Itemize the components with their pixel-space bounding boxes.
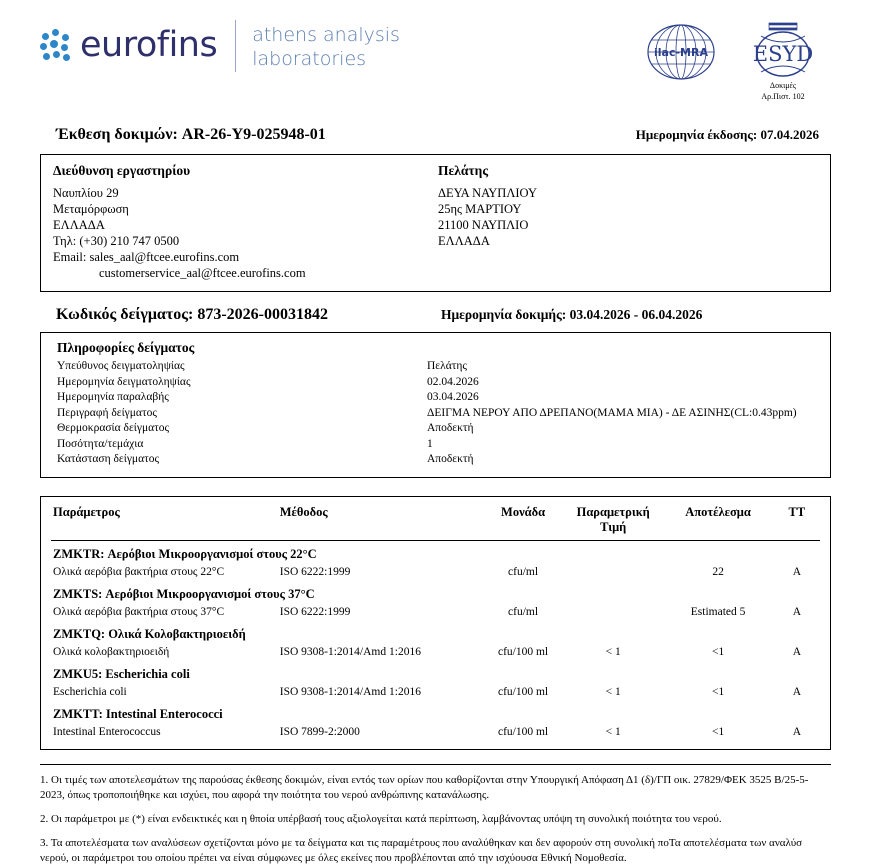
client-line-3: 21100 ΝΑΥΠΛΙΟ xyxy=(438,218,529,232)
footer-notes xyxy=(40,764,831,866)
results-table xyxy=(51,503,820,741)
cell-unit: cfu/ml xyxy=(508,565,539,578)
col-parameter: Παράμετρος xyxy=(51,503,278,541)
table-row xyxy=(51,683,820,701)
group-row xyxy=(51,540,820,563)
cell-parameter: Ολικά κολοβακτηριοειδή xyxy=(53,645,170,658)
client-line-2: 25ης ΜΑΡΤΙΟΥ xyxy=(438,202,522,216)
lab-address-block xyxy=(53,163,438,281)
table-row xyxy=(51,723,820,741)
eurofins-dots-icon xyxy=(40,29,74,63)
sample-info-row xyxy=(53,406,818,422)
sample-info-key: Ημερομηνία παραλαβής xyxy=(57,391,169,403)
accreditation-logos xyxy=(645,18,831,102)
cell-unit: cfu/100 ml xyxy=(497,685,549,698)
sample-info-value: Αποδεκτή xyxy=(427,422,474,434)
cell-result: <1 xyxy=(711,725,725,738)
sample-info-key: Κατάσταση δείγματος xyxy=(57,453,160,465)
cell-result: Estimated 5 xyxy=(690,605,746,618)
sample-info-row xyxy=(53,390,818,406)
sample-info-value: ΔΕΙΓΜΑ ΝΕΡΟΥ ΑΠΟ ΔΡΕΠΑΝΟ(ΜΑΜΑ ΜΙΑ) - ΔΕ ΑΣΙΝΗΣ(CL:0.43ppm) xyxy=(427,406,797,419)
ilac-mra-icon xyxy=(645,22,717,82)
sample-info-value: 02.04.2026 xyxy=(427,375,479,388)
group-title: ZMKTQ: Ολικά Κολοβακτηριοειδή xyxy=(53,626,246,641)
col-parametric-value xyxy=(564,503,663,541)
eurofins-logo xyxy=(40,18,400,72)
sample-info-key: Ποσότητα/τεμάχια xyxy=(57,437,144,450)
brand-subtitle-line2: laboratories xyxy=(252,48,367,70)
cell-parametric-value: < 1 xyxy=(605,685,621,698)
cell-parametric-value xyxy=(564,563,663,581)
cell-unit: cfu/ml xyxy=(508,605,539,618)
cell-parameter: Escherichia coli xyxy=(53,685,127,698)
sample-info-grid xyxy=(53,359,818,468)
sample-info-heading: Πληροφορίες δείγματος xyxy=(57,340,195,355)
esyd-caption-line1: Δοκιμές xyxy=(769,81,797,90)
sample-info-row xyxy=(53,375,818,391)
lab-client-box xyxy=(40,154,831,292)
group-row xyxy=(51,701,820,723)
cell-method: ISO 9308-1:2014/Amd 1:2016 xyxy=(279,645,421,658)
table-row xyxy=(51,563,820,581)
group-title: ZMKU5: Escherichia coli xyxy=(53,666,190,681)
cell-tt: A xyxy=(792,685,801,698)
table-row xyxy=(51,643,820,661)
cell-unit: cfu/100 ml xyxy=(497,645,549,658)
sample-info-value: 03.04.2026 xyxy=(427,391,479,403)
note-1: 1. Οι τιμές των αποτελεσμάτων της παρούσας έκθεσης δοκιμών, είναι εντός των ορίων που καθορίζονται στην Υπουργική Απόφαση Δ1 (δ)/ΓΠ οικ. 27829/ΦΕΚ 3525 Β/25-5-2023, όπως τροποποιήθηκε και ισχύει, που αφορά την ποιότητα του νερού ανθρώπινης κατανάλωσης. xyxy=(40,773,809,801)
cell-parametric-value: < 1 xyxy=(605,725,621,738)
sample-code: Κωδικός δείγματος: 873-2026-00031842 xyxy=(56,306,328,323)
client-line-1: ΔΕΥΑ ΝΑΥΠΛΙΟΥ xyxy=(438,186,537,200)
group-row xyxy=(51,661,820,683)
client-heading: Πελάτης xyxy=(438,163,489,178)
brand-subtitle xyxy=(252,19,400,71)
sample-info-key: Περιγραφή δείγματος xyxy=(57,406,157,419)
cell-result: <1 xyxy=(711,685,725,698)
cell-method: ISO 7899-2:2000 xyxy=(279,725,360,738)
report-number: Έκθεση δοκιμών: AR-26-Y9-025948-01 xyxy=(56,126,326,143)
brand-name: eurofins xyxy=(80,25,218,65)
cell-tt: A xyxy=(792,565,801,578)
table-header-row xyxy=(51,503,820,541)
note-2: 2. Οι παράμετροι με (*) είναι ενδεικτικές και η θποία υπέρβασή τους αξιολογείται κατά περίπτωση, λαμβάνοντας υπόψη τη συνολική ποιότητα του νερού. xyxy=(40,812,722,825)
col-method: Μέθοδος xyxy=(278,503,482,541)
report-header xyxy=(40,0,831,110)
group-title: ZMKTT: Intestinal Enterococci xyxy=(53,706,223,721)
col-unit: Μονάδα xyxy=(482,503,564,541)
lab-email-secondary: customerservice_aal@ftcee.eurofins.com xyxy=(99,266,306,280)
cell-tt: A xyxy=(792,645,801,658)
sample-info-key: Ημερομηνία δειγματοληψίας xyxy=(57,375,191,388)
col-tt: ΤΤ xyxy=(774,503,820,541)
client-block xyxy=(438,163,818,281)
lab-phone: Τηλ: (+30) 210 747 0500 xyxy=(53,234,180,248)
group-title: ZMKTS: Αερόβιοι Μικροοργανισμοί στους 37°C xyxy=(53,586,315,601)
cell-parametric-value xyxy=(564,603,663,621)
client-line-4: ΕΛΛΑΔΑ xyxy=(438,234,490,248)
cell-method: ISO 6222:1999 xyxy=(279,565,351,578)
group-row xyxy=(51,581,820,603)
cell-method: ISO 9308-1:2014/Amd 1:2016 xyxy=(279,685,421,698)
sample-info-key: Υπεύθυνος δειγματοληψίας xyxy=(57,360,185,372)
cell-tt: A xyxy=(792,605,801,618)
sample-info-value: 1 xyxy=(427,437,433,450)
note-3: 3. Τα αποτελέσματα των αναλύσεων σχετίζονται μόνο με τα δείγματα και τις παραμέτρους που αναλύθηκαν και δεν αφορούν στη συνολική ποΤα αποτελέσματα των αναλύσ νερού, οι παράμετροι του οποίου πρέπει να είναι σύμφωνες με όλες εκείνες που προβλέπονται από την ισχύουσα Εθνική Νομοθεσία. xyxy=(40,836,803,864)
sample-info-row xyxy=(53,452,818,468)
sample-info-key: Θερμοκρασία δείγματος xyxy=(57,422,170,434)
sample-info-box xyxy=(40,332,831,478)
lab-address-heading: Διεύθυνση εργαστηρίου xyxy=(53,163,191,178)
brand-divider xyxy=(235,20,236,72)
esyd-icon xyxy=(739,22,827,80)
cell-parameter: Ολικά αερόβια βακτήρια στους 37°C xyxy=(53,605,225,618)
lab-email: Email: sales_aal@ftcee.eurofins.com xyxy=(53,250,240,264)
cell-parameter: Intestinal Enterococcus xyxy=(53,725,161,738)
sample-info-row xyxy=(53,437,818,453)
group-title: ZMKTR: Αερόβιοι Μικροοργανισμοί στους 22°C xyxy=(53,546,317,561)
table-row xyxy=(51,603,820,621)
esyd-logo xyxy=(735,22,831,102)
cell-tt: A xyxy=(792,725,801,738)
results-box xyxy=(40,496,831,750)
cell-parameter: Ολικά αερόβια βακτήρια στους 22°C xyxy=(53,565,225,578)
cell-method: ISO 6222:1999 xyxy=(279,605,351,618)
cell-unit: cfu/100 ml xyxy=(497,725,549,738)
col-parametric-value-line1: Παραμετρική xyxy=(576,504,650,519)
group-row xyxy=(51,621,820,643)
test-date: Ημερομηνία δοκιμής: 03.04.2026 - 06.04.2026 xyxy=(441,307,703,322)
col-result: Αποτέλεσμα xyxy=(662,503,773,541)
cell-result: <1 xyxy=(711,645,725,658)
svg-text:ESYD: ESYD xyxy=(752,42,814,66)
sample-code-row xyxy=(40,306,831,324)
report-title-row xyxy=(40,126,831,144)
sample-info-row xyxy=(53,359,818,375)
issue-date: Ημερομηνία έκδοσης: 07.04.2026 xyxy=(635,127,819,142)
sample-info-value: Αποδεκτή xyxy=(427,453,474,465)
esyd-caption-line2: Αρ.Πιστ. 102 xyxy=(761,92,805,101)
lab-address-line-1: Ναυπλίου 29 xyxy=(53,186,119,200)
lab-address-line-3: ΕΛΛΑΔΑ xyxy=(53,218,105,232)
sample-info-row xyxy=(53,421,818,437)
col-parametric-value-line2: Τιμή xyxy=(600,519,627,534)
sample-info-value: Πελάτης xyxy=(427,360,467,372)
svg-text:ilac-MRA: ilac-MRA xyxy=(654,46,708,59)
brand-subtitle-line1: athens analysis xyxy=(252,24,400,46)
cell-result: 22 xyxy=(712,565,724,578)
cell-parametric-value: < 1 xyxy=(605,645,621,658)
lab-address-line-2: Μεταμόρφωση xyxy=(53,202,129,216)
